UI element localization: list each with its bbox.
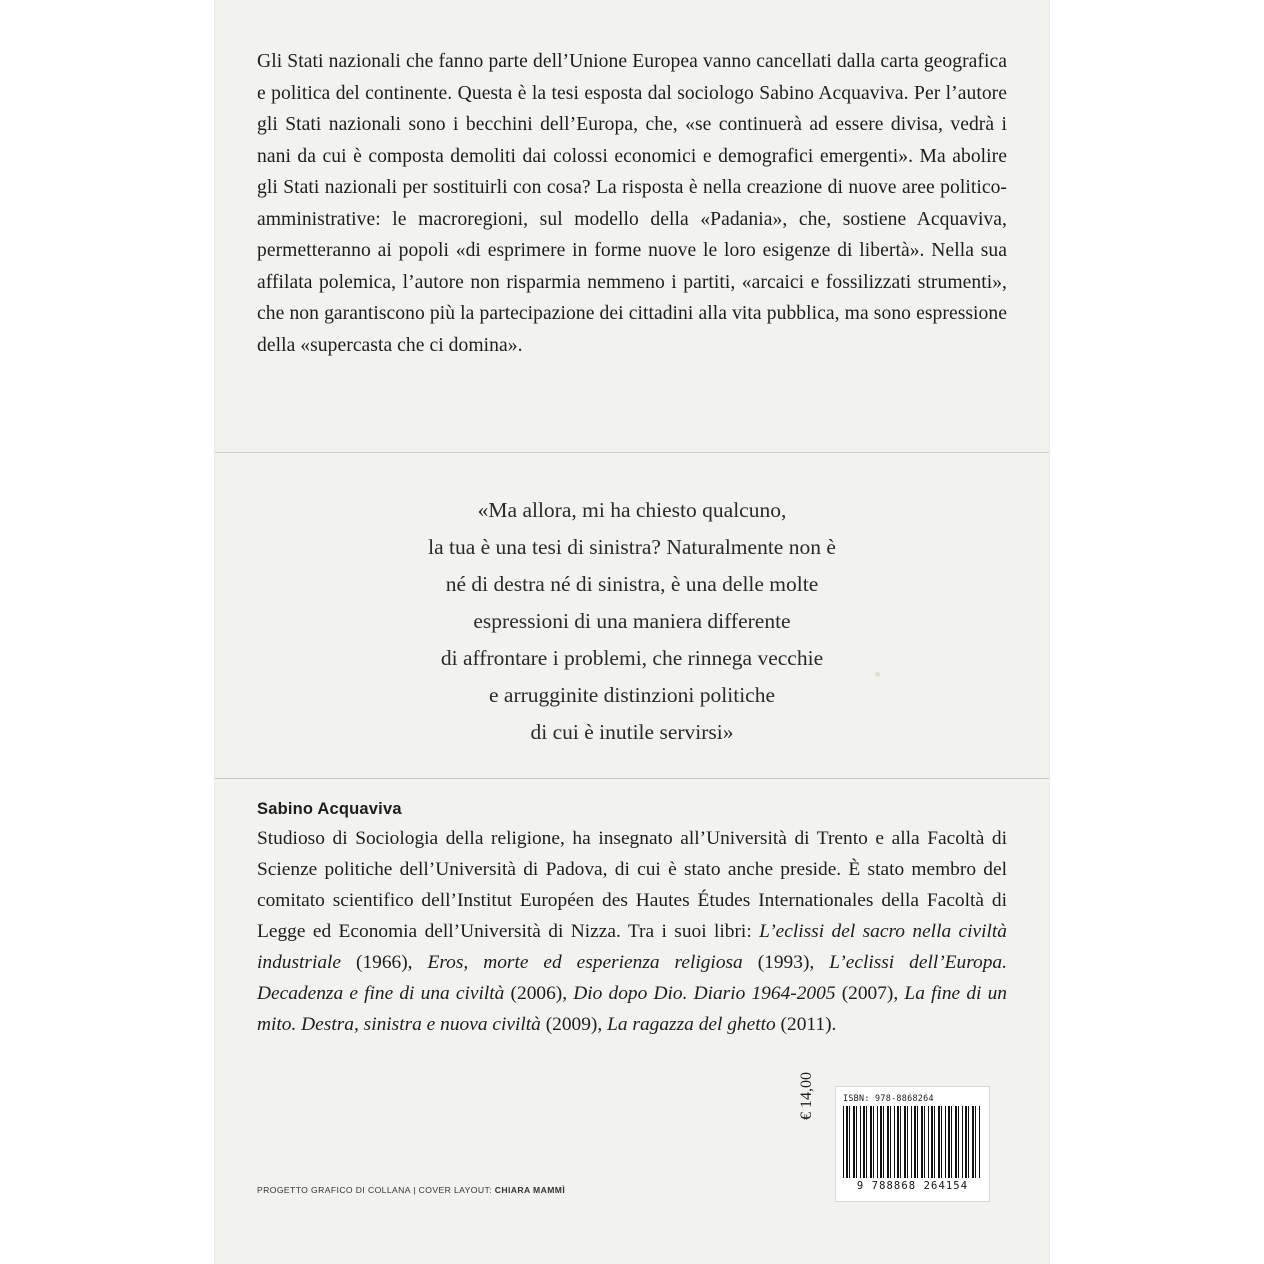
design-credit-prefix: PROGETTO GRAFICO DI COLLANA | COVER LAYOUT:: [257, 1185, 492, 1195]
barcode-block: [835, 1086, 990, 1202]
pull-quote: [275, 492, 989, 751]
author-bio-text: Studioso di Sociologia della religione, ha insegnato all’Università di Trento e alla Facoltà di Scienze politiche dell’Università di Padova, di cui è stato anche preside. È stato membro del comitato scientifico dell’Institut Européen des Hautes Études Internationales della Facoltà di Legge ed Economia dell’Università di Nizza. Tra i suoi libri: L’eclissi del sacro nella civiltà industriale (1966), Eros, morte ed esperienza religiosa (1993), L’eclissi dell’Europa. Decadenza e fine di una civiltà (2006), Dio dopo Dio. Diario 1964-2005 (2007), La fine di un mito. Destra, sinistra e nuova civiltà (2009), La ragazza del ghetto (2011).: [257, 828, 1008, 1035]
divider-top: [215, 452, 1049, 453]
isbn-text: ISBN: 978-8868264: [843, 1093, 934, 1103]
design-credit: [257, 1185, 565, 1195]
barcode-number: 9 788868 264154: [856, 1180, 969, 1192]
quote-line: di affrontare i problemi, che rinnega vecchie: [440, 646, 824, 670]
divider-bottom: [215, 778, 1049, 779]
quote-line: espressioni di una maniera differente: [473, 609, 791, 633]
quote-line: né di destra né di sinistra, è una delle molte: [445, 572, 819, 596]
barcode-bars-icon: [843, 1106, 982, 1178]
price-label: € 14,00: [798, 1072, 815, 1120]
quote-line: e arrugginite distinzioni politiche: [489, 683, 775, 707]
author-name: Sabino Acquaviva: [257, 800, 402, 818]
back-cover-blurb: Gli Stati nazionali che fanno parte dell’Unione Europea vanno cancellati dalla carta geografica e politica del continente. Questa è la tesi esposta dal sociologo Sabino Acquaviva. Per l’autore gli Stati nazionali sono i becchini dell’Europa, che, «se continuerà ad essere divisa, vedrà i nani da cui è composta demoliti dai colossi economici e demografici emergenti». Ma abolire gli Stati nazionali per sostituirli con cosa? La risposta è nella creazione di nuove aree politico-amministrative: le macroregioni, sul modello della «Padania», che, sostiene Acquaviva, permetteranno ai popoli «di esprimere in forme nuove le loro esigenze di libertà». Nella sua affilata polemica, l’autore non risparmia nemmeno i partiti, «arcaici e fossilizzati strumenti», che non garantiscono più la partecipazione dei cittadini alla vita pubblica, ma sono espressione della «supercasta che ci domina».: [257, 51, 1007, 356]
quote-line: «Ma allora, mi ha chiesto qualcuno,: [477, 498, 787, 522]
book-cover-panel: [215, 0, 1049, 1264]
paper-speck: [875, 672, 880, 677]
design-credit-designer: CHIARA MAMMÌ: [494, 1185, 566, 1195]
quote-line: la tua è una tesi di sinistra? Naturalmente non è: [428, 535, 836, 559]
author-bio-block: [257, 800, 1007, 1040]
quote-line: di cui è inutile servirsi»: [530, 720, 734, 744]
